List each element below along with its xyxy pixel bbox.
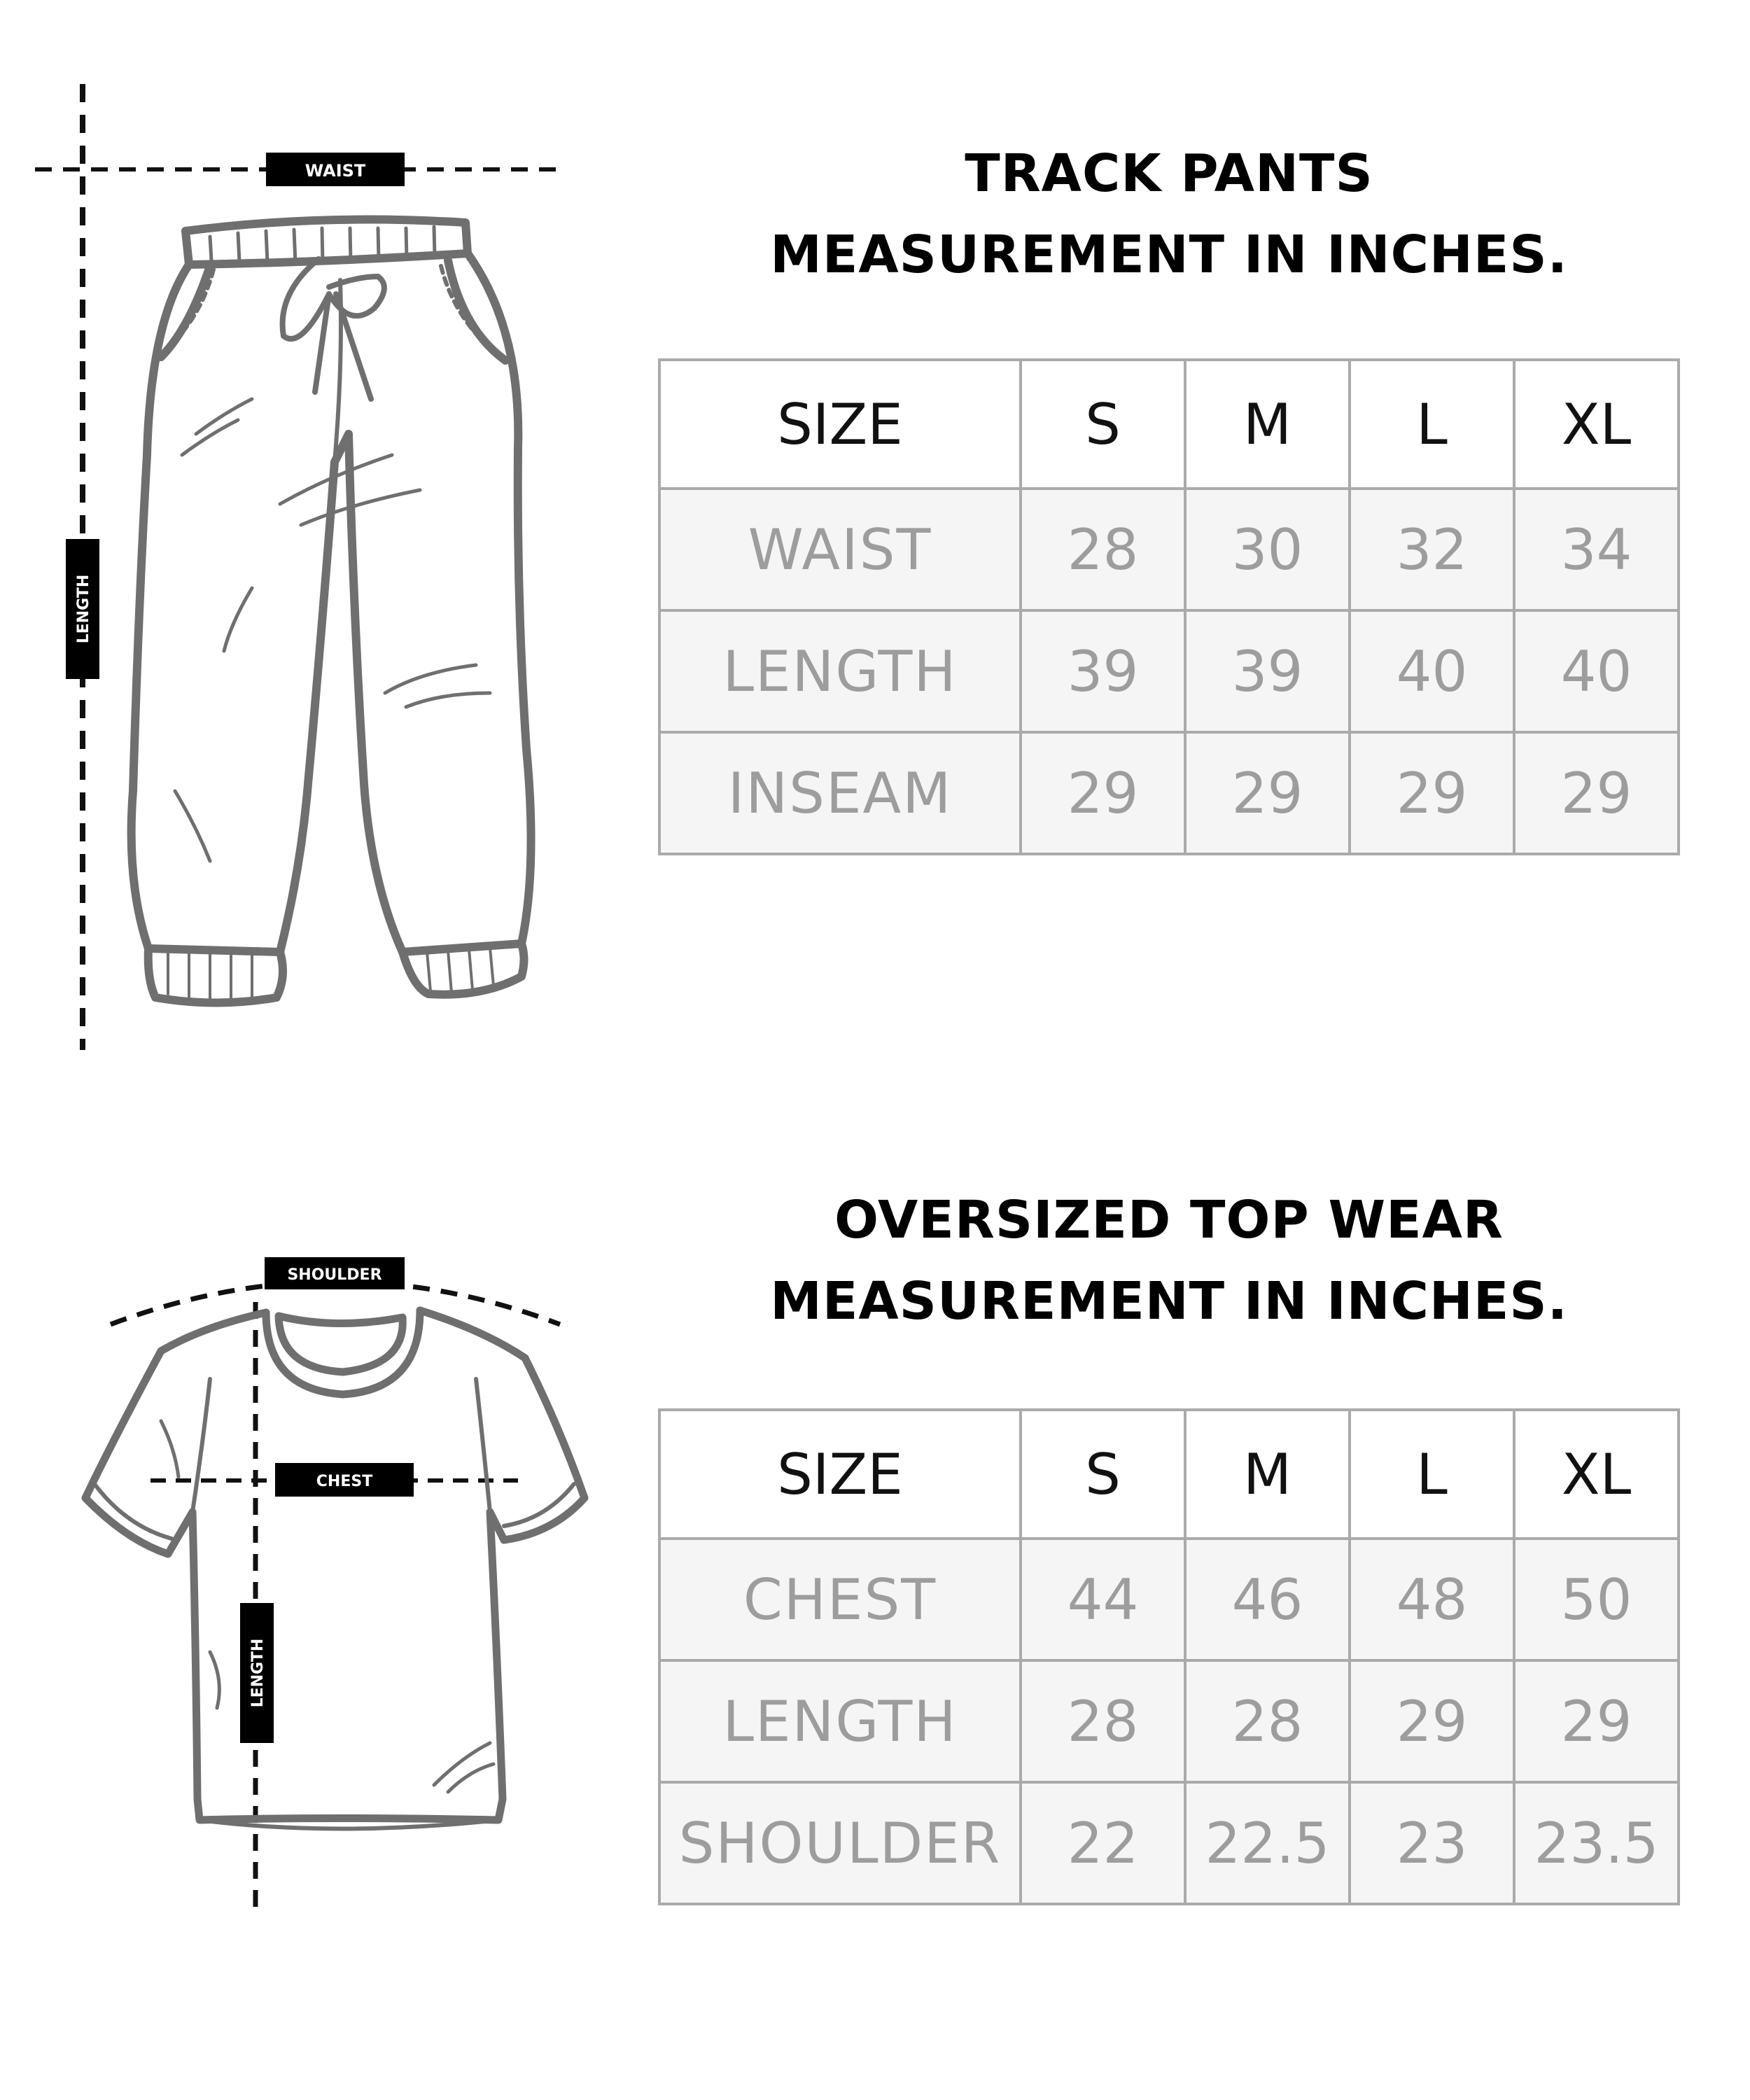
shoulder-tag-label: SHOULDER bbox=[287, 1266, 382, 1284]
track-pants-title bbox=[714, 133, 1624, 295]
table-header-row bbox=[659, 1410, 1679, 1539]
table-row bbox=[659, 1782, 1679, 1904]
header-size: SIZE bbox=[659, 360, 1021, 489]
table-cell: 22.5 bbox=[1185, 1782, 1350, 1904]
oversized-top-illustration bbox=[0, 1050, 630, 2100]
row-label: WAIST bbox=[659, 489, 1021, 610]
table-cell: 23.5 bbox=[1514, 1782, 1679, 1904]
table-cell: 40 bbox=[1514, 610, 1679, 732]
table-cell: 44 bbox=[1021, 1539, 1185, 1660]
table-cell: 39 bbox=[1185, 610, 1350, 732]
table-cell: 46 bbox=[1185, 1539, 1350, 1660]
length-tag-label: LENGTH bbox=[75, 574, 92, 644]
oversized-top-title-line2: MEASUREMENT IN INCHES. bbox=[770, 1271, 1568, 1331]
track-pants-size-table bbox=[658, 358, 1680, 855]
table-cell: 28 bbox=[1021, 1660, 1185, 1782]
header-xl: XL bbox=[1514, 360, 1679, 489]
table-cell: 29 bbox=[1514, 732, 1679, 854]
row-label: CHEST bbox=[659, 1539, 1021, 1660]
table-header-row bbox=[659, 360, 1679, 489]
row-label: SHOULDER bbox=[659, 1782, 1021, 1904]
table-cell: 50 bbox=[1514, 1539, 1679, 1660]
header-s: S bbox=[1021, 1410, 1185, 1539]
table-cell: 32 bbox=[1350, 489, 1514, 610]
oversized-top-title bbox=[714, 1180, 1624, 1342]
table-row bbox=[659, 1660, 1679, 1782]
oversized-top-section bbox=[0, 1050, 1750, 2100]
row-label: LENGTH bbox=[659, 1660, 1021, 1782]
chest-tag-label: CHEST bbox=[316, 1473, 373, 1490]
table-row bbox=[659, 610, 1679, 732]
table-cell: 23 bbox=[1350, 1782, 1514, 1904]
table-cell: 48 bbox=[1350, 1539, 1514, 1660]
length-tag-label: LENGTH bbox=[249, 1638, 267, 1708]
table-cell: 22 bbox=[1021, 1782, 1185, 1904]
table-cell: 28 bbox=[1021, 489, 1185, 610]
table-cell: 28 bbox=[1185, 1660, 1350, 1782]
track-pants-illustration bbox=[0, 0, 630, 1050]
oversized-top-size-table bbox=[658, 1408, 1680, 1905]
header-l: L bbox=[1350, 1410, 1514, 1539]
header-l: L bbox=[1350, 360, 1514, 489]
table-cell: 40 bbox=[1350, 610, 1514, 732]
table-cell: 29 bbox=[1185, 732, 1350, 854]
table-cell: 34 bbox=[1514, 489, 1679, 610]
header-m: M bbox=[1185, 1410, 1350, 1539]
table-row bbox=[659, 1539, 1679, 1660]
table-cell: 29 bbox=[1350, 1660, 1514, 1782]
oversized-top-title-line1: OVERSIZED TOP WEAR bbox=[834, 1190, 1504, 1250]
header-m: M bbox=[1185, 360, 1350, 489]
header-size: SIZE bbox=[659, 1410, 1021, 1539]
table-row bbox=[659, 732, 1679, 854]
table-cell: 39 bbox=[1021, 610, 1185, 732]
header-s: S bbox=[1021, 360, 1185, 489]
track-pants-title-line2: MEASUREMENT IN INCHES. bbox=[770, 225, 1568, 285]
waist-tag-label: WAIST bbox=[304, 161, 366, 181]
table-cell: 29 bbox=[1350, 732, 1514, 854]
table-cell: 29 bbox=[1021, 732, 1185, 854]
table-cell: 30 bbox=[1185, 489, 1350, 610]
track-pants-title-line1: TRACK PANTS bbox=[965, 144, 1373, 204]
header-xl: XL bbox=[1514, 1410, 1679, 1539]
row-label: INSEAM bbox=[659, 732, 1021, 854]
table-cell: 29 bbox=[1514, 1660, 1679, 1782]
table-row bbox=[659, 489, 1679, 610]
row-label: LENGTH bbox=[659, 610, 1021, 732]
